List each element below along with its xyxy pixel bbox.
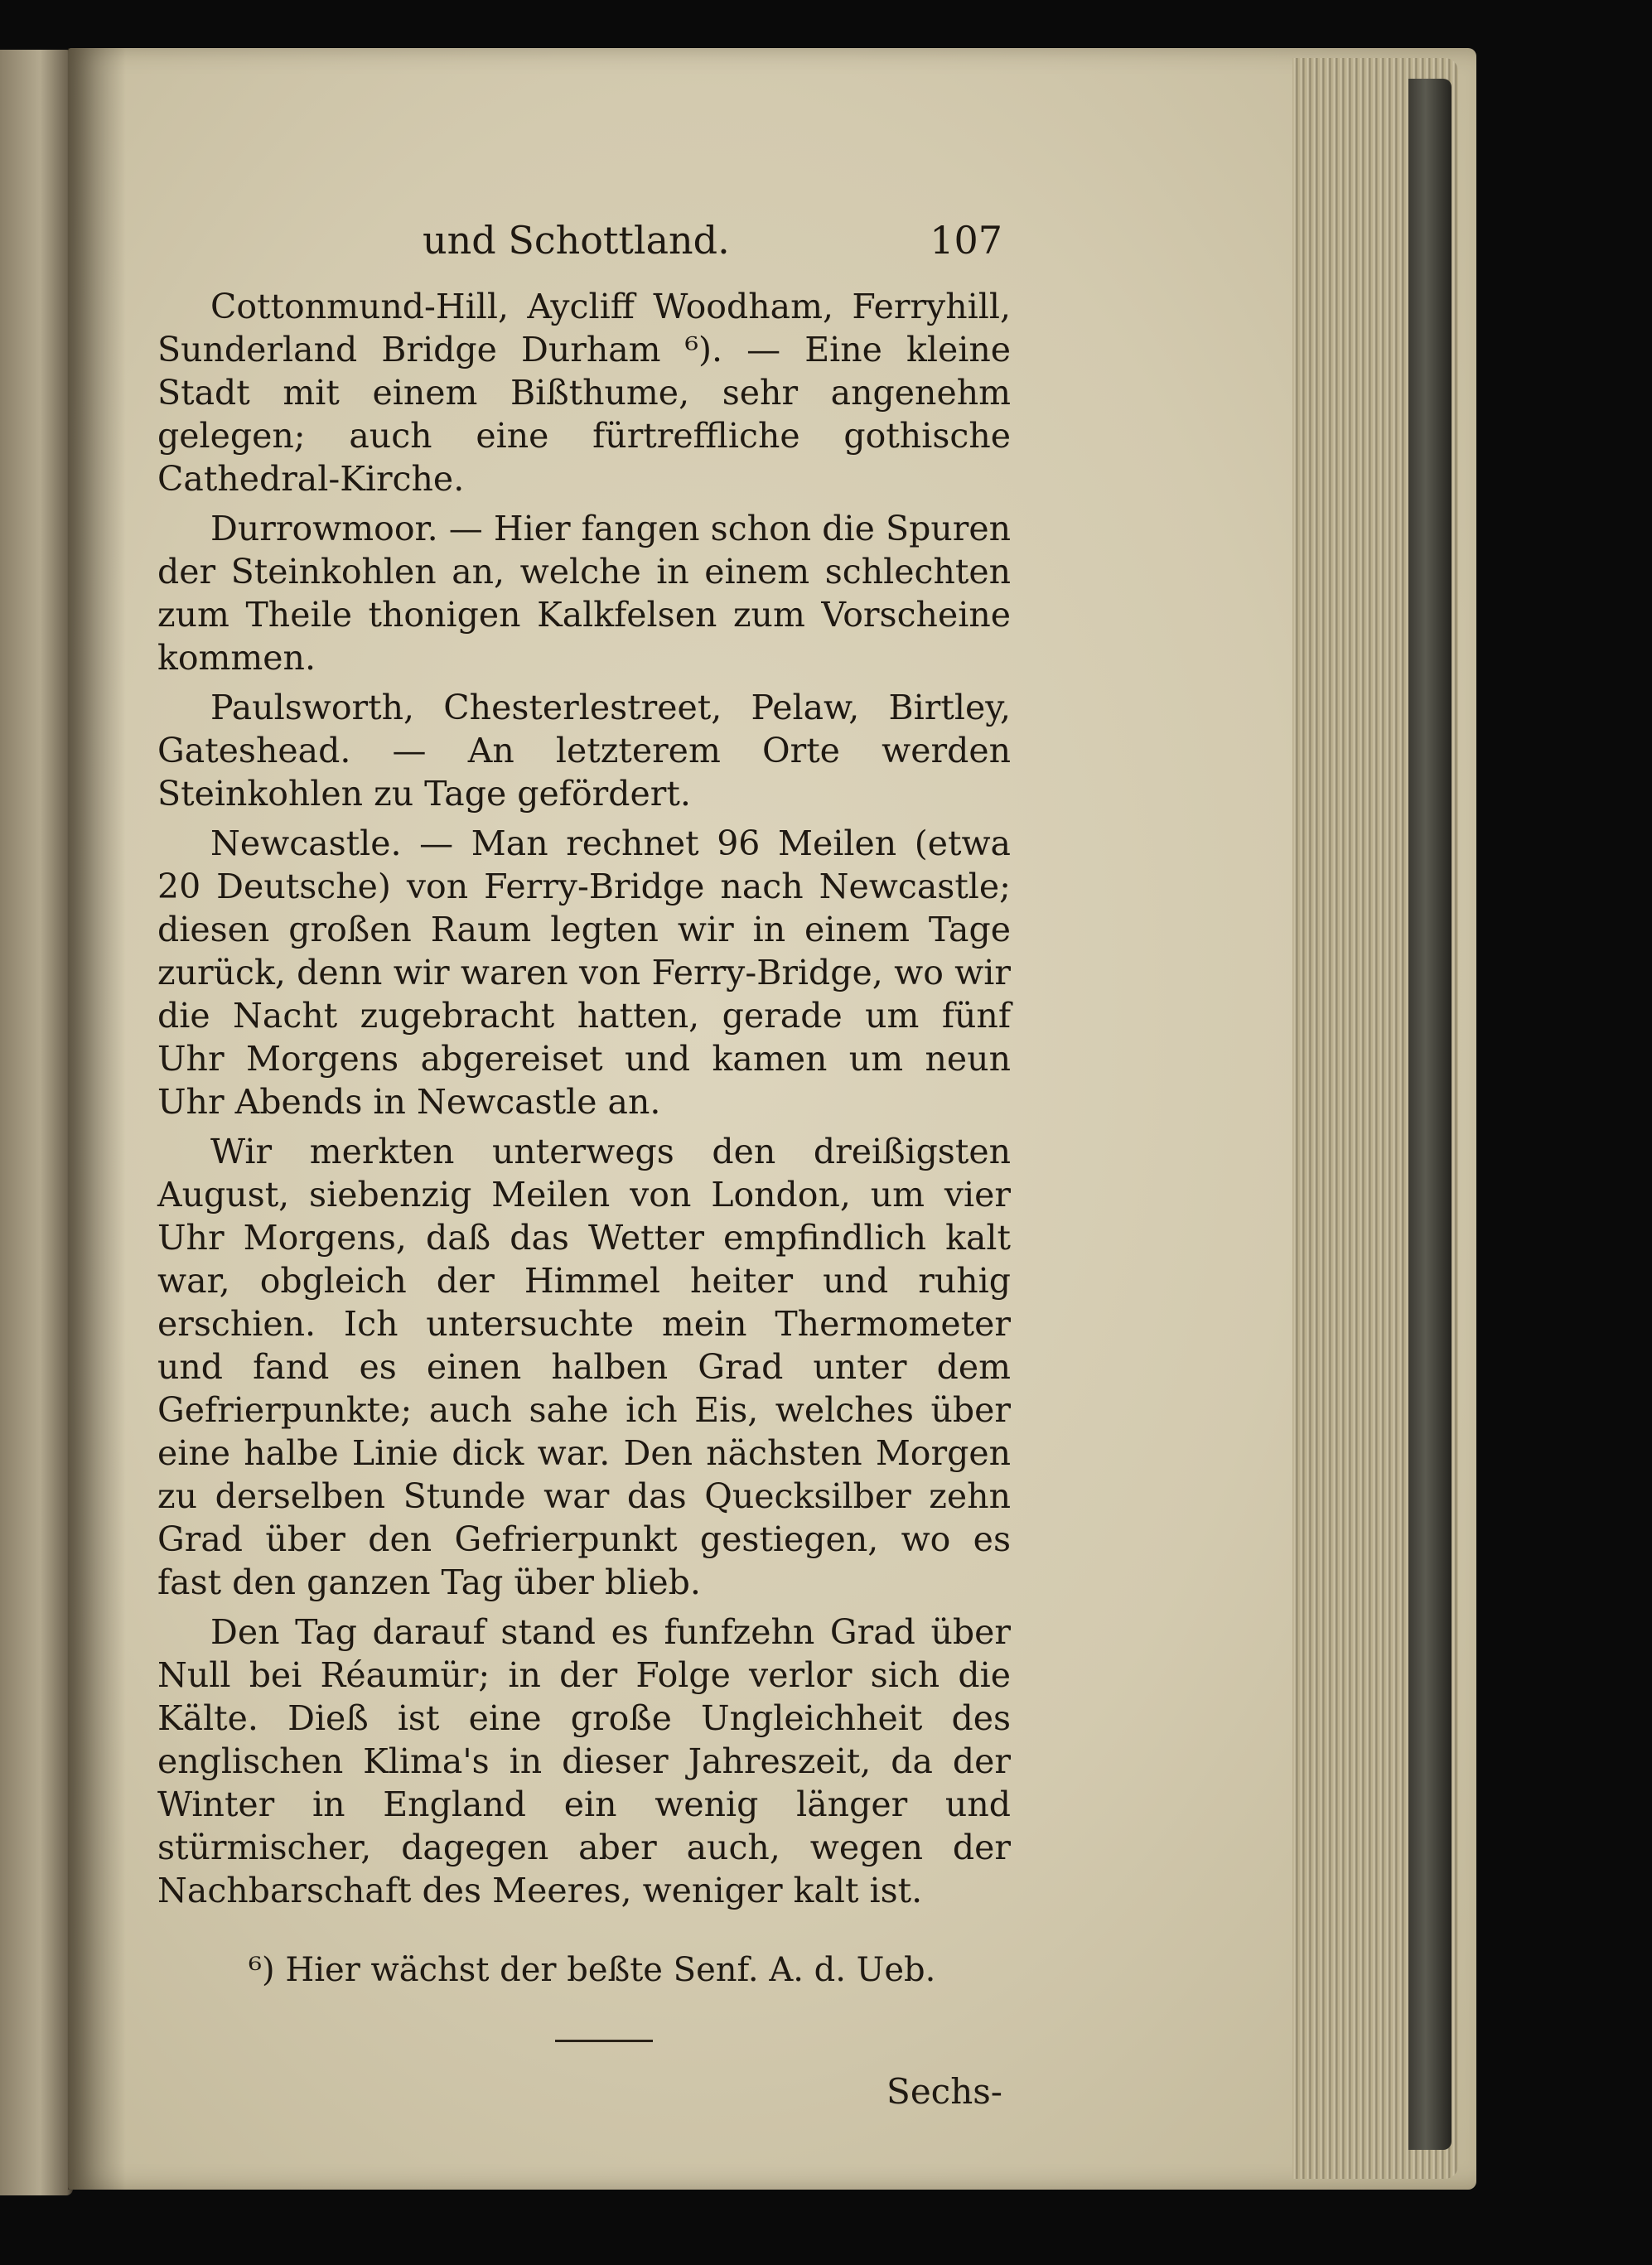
paragraph: Durrowmoor. — Hier fangen schon die Spuren der Steinkohlen an, welche in einem schlechten zum Theile thonigen Kalkfelsen zum Vorscheine kommen. — [157, 509, 1011, 678]
page-header — [157, 207, 1011, 273]
facing-page-edge — [0, 50, 73, 2195]
page-text-block — [157, 207, 1011, 2113]
footnote-rule — [555, 2040, 653, 2042]
page-number: 107 — [930, 218, 1002, 263]
footnote: ⁶) Hier wächst der beßte Senf. A. d. Ueb. — [249, 1951, 936, 1989]
paragraph: Wir merkten unterwegs den dreißigsten August, siebenzig Meilen von London, um vier Uhr Morgens, daß das Wetter empfindlich kalt war, obgleich der Himmel heiter und ruhig erschien. Ich untersuchte mein Thermometer und fand es einen halben Grad unter dem Gefrierpunkte; auch sahe ich Eis, welches über eine halbe Linie dick war. Den nächsten Morgen zu derselben Stunde war das Quecksilber zehn Grad über den Gefrierpunkt gestiegen, wo es fast den ganzen Tag über blieb. — [157, 1132, 1011, 1602]
book-spine — [1408, 79, 1452, 2150]
running-head: und Schottland. — [423, 218, 730, 263]
paragraph: Newcastle. — Man rechnet 96 Meilen (etwa 20 Deutsche) von Ferry-Bridge nach Newcastle; diesen großen Raum legten wir in einem Tage zurück, denn wir waren von Ferry-Bridge, wo wir die Nacht zugebracht hatten, gerade um fünf Uhr Morgens abgereiset und kamen um neun Uhr Abends in Newcastle an. — [157, 823, 1011, 1122]
catchword: Sechs- — [886, 2071, 1002, 2112]
paragraph: Cottonmund-Hill, Aycliff Woodham, Ferryhill, Sunderland Bridge Durham ⁶). — Eine kleine Stadt mit einem Bißthume, sehr angenehm gelegen; auch eine fürtreffliche gothische Cathedral-Kirche. — [157, 287, 1011, 499]
paragraph: Den Tag darauf stand es funfzehn Grad über Null bei Réaumür; in der Folge verlor sich die Kälte. Dieß ist eine große Ungleichheit des englischen Klima's in dieser Jahreszeit, da der Winter in England ein wenig länger und stürmischer, dagegen aber auch, wegen der Nachbarschaft des Meeres, weniger kalt ist. — [157, 1612, 1011, 1910]
paragraph: Paulsworth, Chesterlestreet, Pelaw, Birtley, Gateshead. — An letzterem Orte werden Steinkohlen zu Tage gefördert. — [157, 688, 1011, 814]
page-gutter-shadow — [68, 48, 126, 2190]
